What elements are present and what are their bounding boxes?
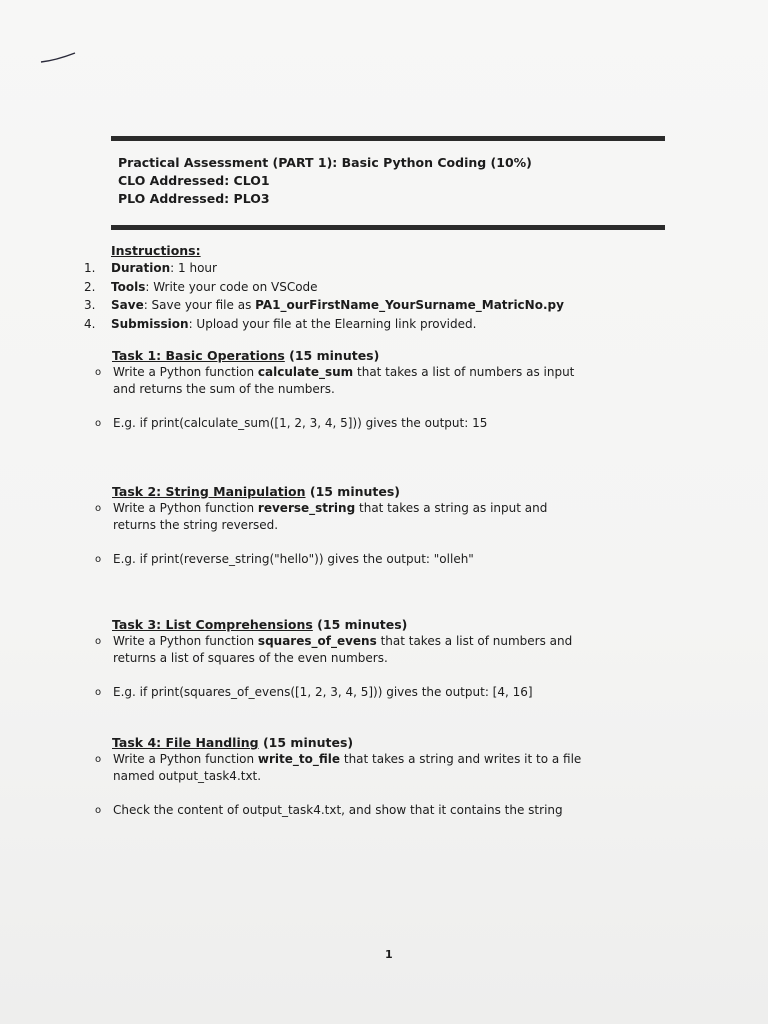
task-bullet: o Write a Python function calculate_sum that takes a list of numbers as input and returns the sum of the numbers. <box>95 365 575 396</box>
task-bullet: o Write a Python function write_to_file that takes a string and writes it to a file named output_task4.txt. <box>95 752 582 783</box>
task-title: Task 3: List Comprehensions (15 minutes) <box>112 617 408 632</box>
assessment-title: Practical Assessment (PART 1): Basic Python Coding (10%) <box>118 155 532 170</box>
filename-format: PA1_ourFirstName_YourSurname_MatricNo.py <box>255 298 564 312</box>
task-example: o E.g. if print(squares_of_evens([1, 2, 3, 4, 5])) gives the output: [4, 16] <box>95 685 533 699</box>
bullet-icon: o <box>95 367 102 378</box>
task-title: Task 2: String Manipulation (15 minutes) <box>112 484 401 499</box>
bullet-icon: o <box>95 687 102 698</box>
task-1 <box>84 347 593 432</box>
instruction-label: Tools <box>111 279 146 294</box>
instruction-item: 2. Tools: Write your code on VSCode <box>84 279 318 294</box>
bullet-icon: o <box>95 754 102 765</box>
instruction-label: Duration <box>111 261 171 275</box>
bullet-icon: o <box>95 636 102 647</box>
bullet-icon: o <box>95 418 102 429</box>
instruction-label: Save <box>111 298 144 312</box>
instructions-list <box>84 259 564 333</box>
task-2 <box>84 483 593 568</box>
task-3 <box>84 616 593 701</box>
task-bullet: o Write a Python function squares_of_evens that takes a list of numbers and returns a list of squares of the even numbers. <box>95 634 573 665</box>
instructions-heading: Instructions: <box>111 243 201 258</box>
header-rule-bottom <box>111 225 665 230</box>
pen-mark <box>40 52 76 64</box>
instruction-item: 4. Submission: Upload your file at the Elearning link provided. <box>84 316 477 331</box>
assessment-header <box>118 154 532 208</box>
task-title: Task 4: File Handling (15 minutes) <box>112 735 354 750</box>
instruction-label: Submission <box>111 316 189 331</box>
header-rule-top <box>111 136 665 141</box>
bullet-icon: o <box>95 554 102 565</box>
task-example: o Check the content of output_task4.txt, and show that it contains the string <box>95 803 563 817</box>
instruction-item: 1. Duration: 1 hour <box>84 261 217 275</box>
task-example: o E.g. if print(reverse_string("hello")) gives the output: "olleh" <box>95 552 474 566</box>
plo-line: PLO Addressed: PLO3 <box>118 191 270 206</box>
bullet-icon: o <box>95 805 102 816</box>
task-bullet: o Write a Python function reverse_string that takes a string as input and returns the string reversed. <box>95 501 548 532</box>
instruction-item: 3. Save: Save your file as PA1_ourFirstName_YourSurname_MatricNo.py <box>84 298 564 312</box>
clo-line: CLO Addressed: CLO1 <box>118 173 270 188</box>
task-example: o E.g. if print(calculate_sum([1, 2, 3, 4, 5])) gives the output: 15 <box>95 416 488 430</box>
page-number: 1 <box>385 948 393 961</box>
task-title: Task 1: Basic Operations (15 minutes) <box>112 348 380 363</box>
task-4 <box>84 734 593 819</box>
bullet-icon: o <box>95 503 102 514</box>
